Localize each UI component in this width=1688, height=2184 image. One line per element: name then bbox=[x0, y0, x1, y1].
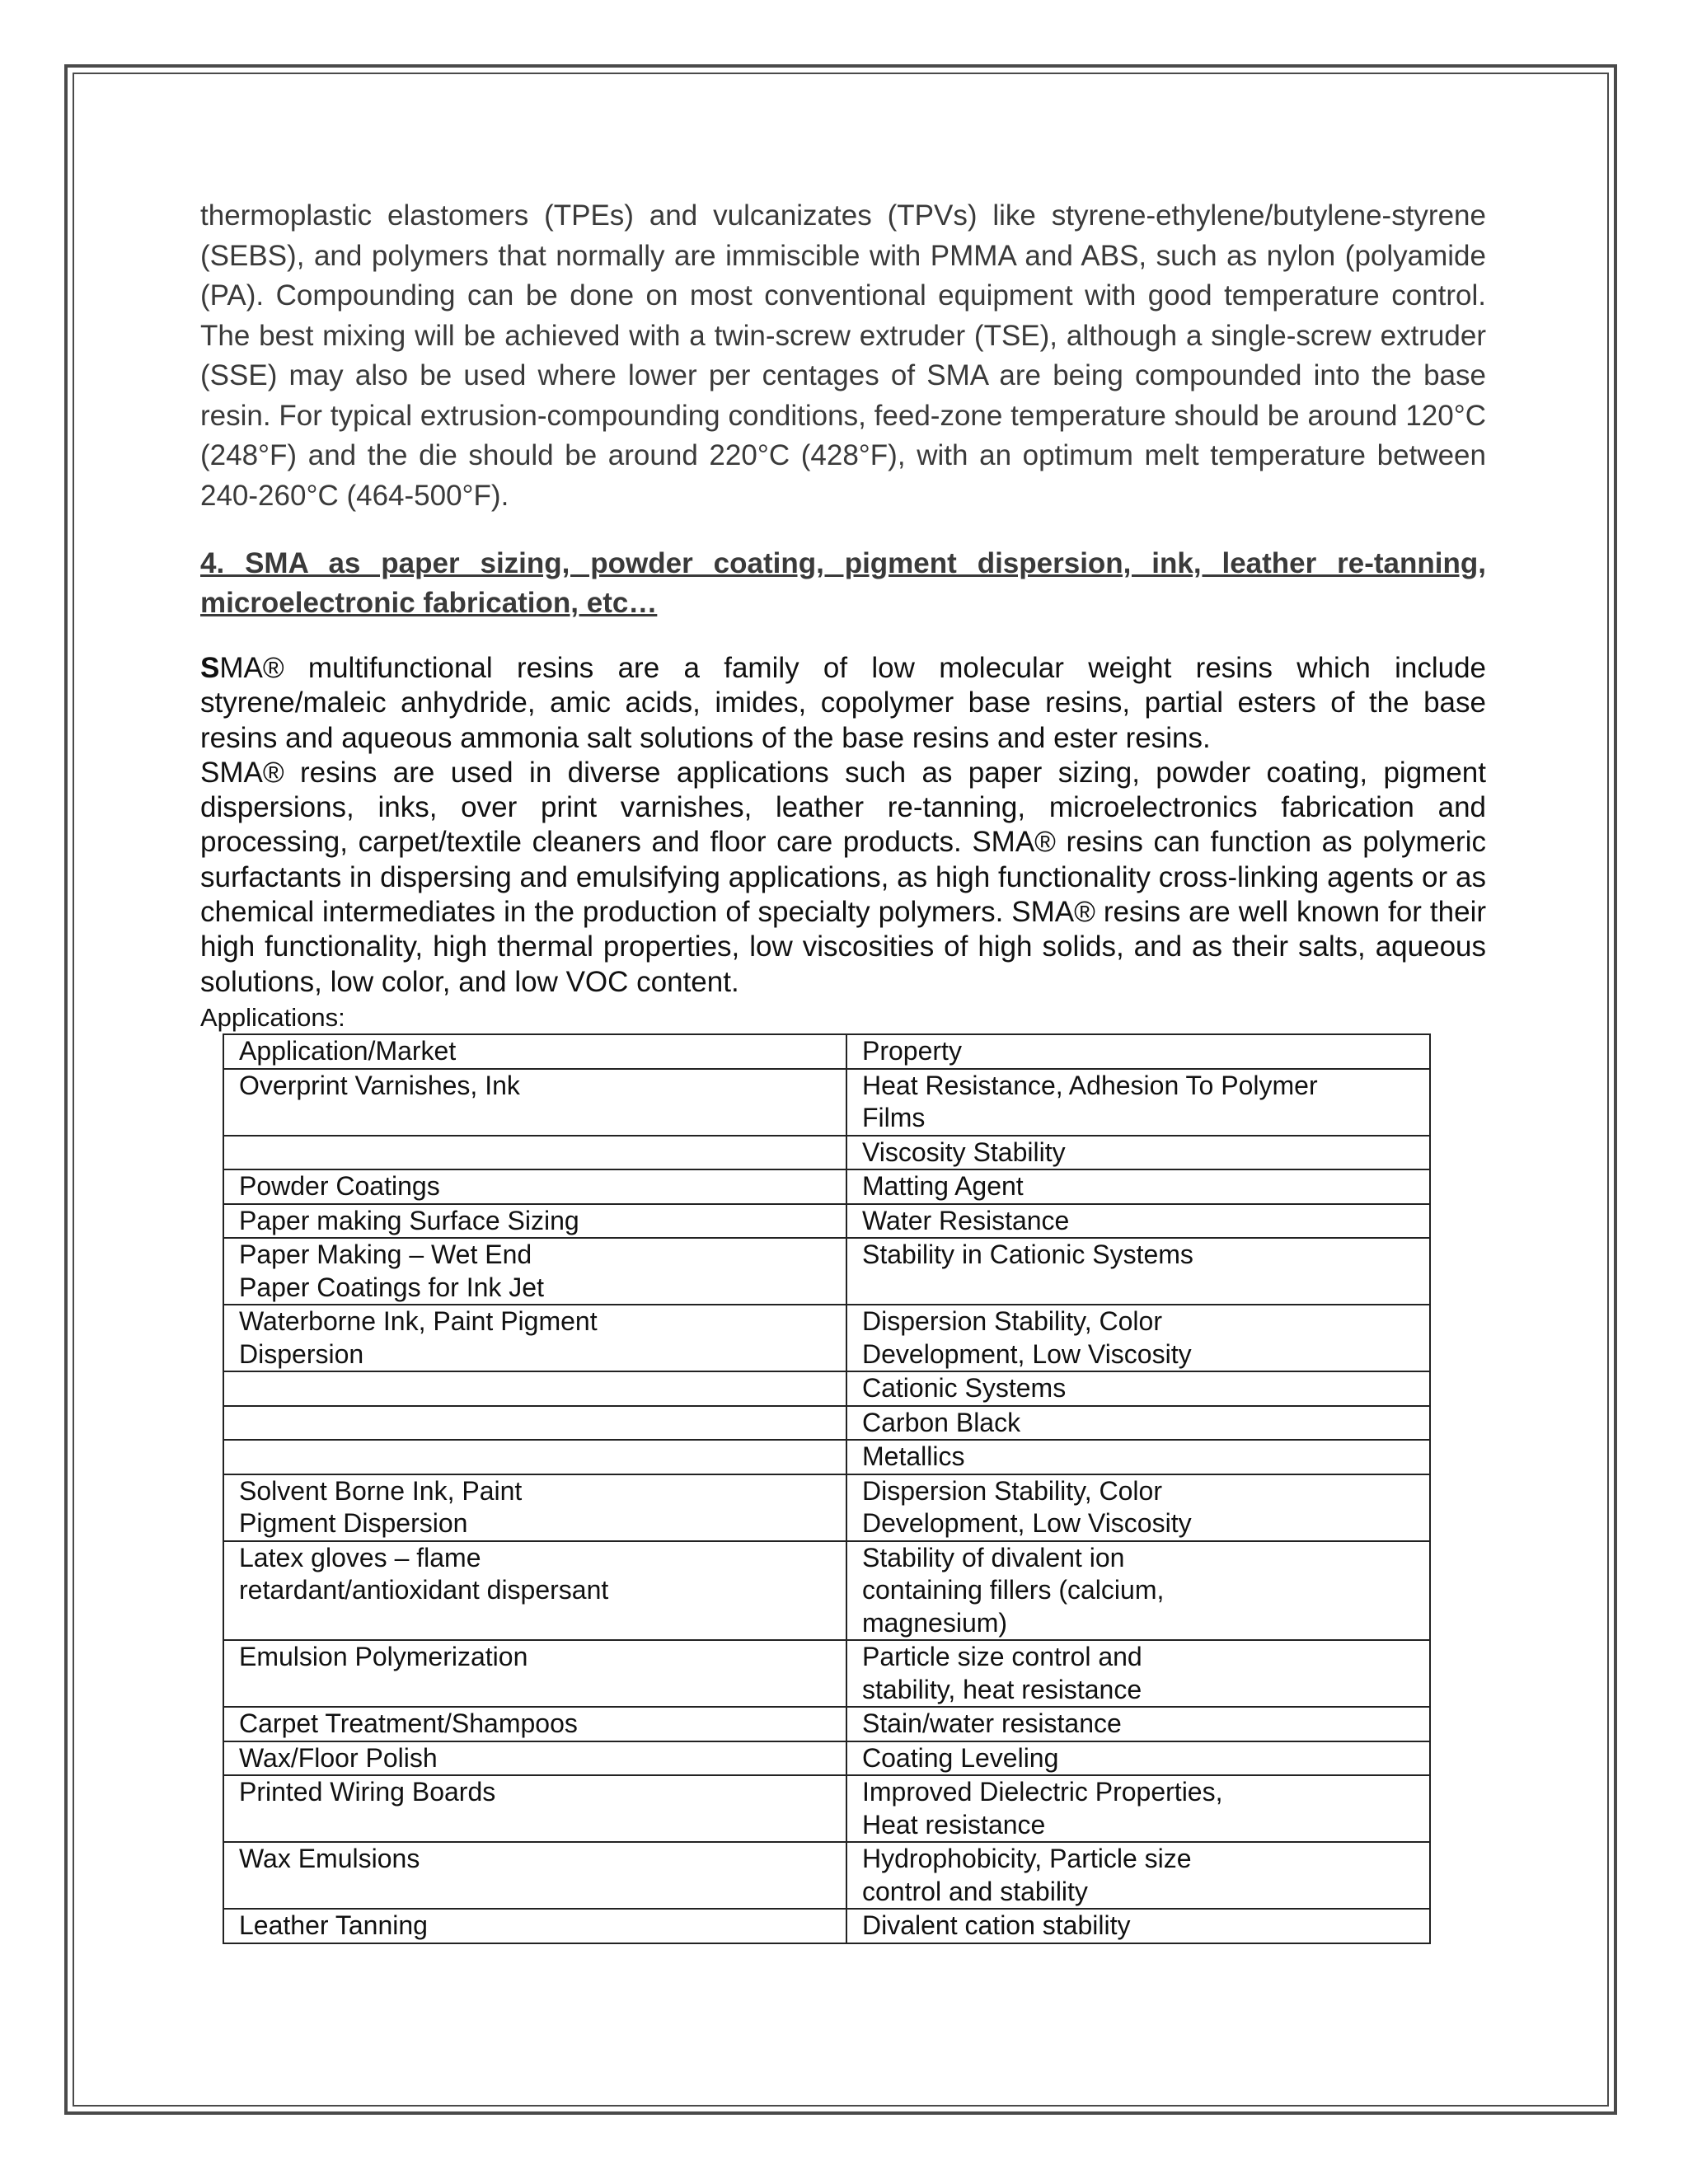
table-row bbox=[223, 1305, 1430, 1371]
table-row bbox=[223, 1371, 1430, 1406]
application-cell bbox=[223, 1842, 846, 1909]
property-cell bbox=[846, 1541, 1430, 1641]
property-cell-line: Particle size control and bbox=[862, 1642, 1142, 1671]
property-cell bbox=[846, 1069, 1430, 1136]
property-cell bbox=[846, 1406, 1430, 1441]
table-row bbox=[223, 1842, 1430, 1909]
application-cell-line bbox=[239, 1407, 831, 1440]
paragraph-sma-applications: SMA® resins are used in diverse applications such as paper sizing, powder coating, pigment dispersions, inks, over print varnishes, leather re-tanning, microelectronics fabrication and processing, carpet/textile cleaners and floor care products. SMA® resins can function as polymeric surfactants in dispersing and emulsifying applications, as high functionality cross-linking agents or as chemical intermediates in the production of specialty polymers. SMA® resins are well known for their high functionality, high thermal properties, low viscosities of high solids, and as their salts, aqueous solutions, low color, and low VOC content. bbox=[200, 756, 1486, 998]
property-cell bbox=[846, 1775, 1430, 1842]
application-cell bbox=[223, 1440, 846, 1474]
application-cell bbox=[223, 1069, 846, 1136]
application-cell-line: Solvent Borne Ink, Paint bbox=[239, 1475, 523, 1506]
property-cell bbox=[846, 1909, 1430, 1943]
application-cell bbox=[223, 1204, 846, 1239]
application-cell bbox=[223, 1305, 846, 1371]
table-header-row bbox=[223, 1034, 1430, 1069]
application-cell-line: Printed Wiring Boards bbox=[239, 1777, 496, 1807]
property-cell bbox=[846, 1136, 1430, 1170]
property-cell-line: Heat Resistance, Adhesion To Polymer bbox=[862, 1070, 1318, 1100]
intro-paragraph: thermoplastic elastomers (TPEs) and vulcanizates (TPVs) like styrene-ethylene/butylene-styrene (SEBS), and polymers that normally are immiscible with PMMA and ABS, such as nylon (polyamide (PA). Compounding can be done on most conventional equipment with good temperature control. The best mixing will be achieved with a twin-screw extruder (TSE), although a single-screw extruder (SSE) may also be used where lower per centages of SMA are being compounded into the base resin. For typical extrusion-compounding conditions, feed-zone temperature should be around 120°C (248°F) and the die should be around 220°C (428°F), with an optimum melt temperature between 240-260°C (464-500°F). bbox=[200, 199, 1486, 512]
property-cell-line: Coating Leveling bbox=[862, 1742, 1059, 1773]
property-cell-line: Divalent cation stability bbox=[862, 1910, 1131, 1940]
property-cell bbox=[846, 1741, 1430, 1776]
application-cell-line: Latex gloves – flame bbox=[239, 1542, 481, 1572]
applications-label: Applications: bbox=[200, 1003, 345, 1032]
property-cell-line: Matting Agent bbox=[862, 1171, 1024, 1201]
property-cell-line: Hydrophobicity, Particle size bbox=[862, 1844, 1192, 1873]
table-row bbox=[223, 1169, 1430, 1204]
table-row bbox=[223, 1474, 1430, 1541]
property-cell bbox=[846, 1305, 1430, 1371]
table-row bbox=[223, 1406, 1430, 1441]
paragraph-sma-family-text: MA® multifunctional resins are a family of low molecular weight resins which include styrene/maleic anhydride, amic acids, imides, copolymer base resins, partial esters of the base resins and aqueous ammonia salt solutions of the base resins and ester resins. bbox=[200, 652, 1486, 754]
application-cell bbox=[223, 1371, 846, 1406]
property-cell-line: Stain/water resistance bbox=[862, 1708, 1122, 1738]
table-row bbox=[223, 1741, 1430, 1776]
application-cell bbox=[223, 1775, 846, 1842]
application-cell-line: Dispersion bbox=[239, 1338, 364, 1369]
application-cell bbox=[223, 1474, 846, 1541]
application-cell bbox=[223, 1909, 846, 1943]
application-cell-line: Emulsion Polymerization bbox=[239, 1642, 528, 1671]
property-cell-line: Carbon Black bbox=[862, 1407, 1021, 1437]
property-cell-line: stability, heat resistance bbox=[862, 1674, 1142, 1704]
paragraph-lead-letter: S bbox=[200, 652, 220, 684]
table-row bbox=[223, 1440, 1430, 1474]
property-cell-line: Heat resistance bbox=[862, 1809, 1046, 1840]
application-cell bbox=[223, 1707, 846, 1741]
property-cell bbox=[846, 1204, 1430, 1239]
application-cell bbox=[223, 1541, 846, 1641]
property-cell-line: Dispersion Stability, Color bbox=[862, 1306, 1162, 1336]
property-cell bbox=[846, 1371, 1430, 1406]
table-row bbox=[223, 1640, 1430, 1707]
table-row bbox=[223, 1775, 1430, 1842]
property-cell-line: magnesium) bbox=[862, 1607, 1008, 1638]
property-cell-line: Water Resistance bbox=[862, 1205, 1070, 1235]
table-row bbox=[223, 1909, 1430, 1943]
body-text bbox=[200, 651, 1486, 1000]
application-cell-line: Paper making Surface Sizing bbox=[239, 1205, 579, 1235]
property-cell-line: Films bbox=[862, 1103, 926, 1132]
property-cell bbox=[846, 1238, 1430, 1305]
application-cell-line: Carpet Treatment/Shampoos bbox=[239, 1708, 578, 1738]
property-cell-line: containing fillers (calcium, bbox=[862, 1575, 1165, 1605]
property-cell bbox=[846, 1169, 1430, 1204]
application-cell-line bbox=[239, 1137, 831, 1169]
application-cell-line bbox=[239, 1441, 831, 1474]
section-heading: 4. SMA as paper sizing, powder coating, pigment dispersion, ink, leather re-tanning, microelectronic fabrication, etc… bbox=[200, 547, 1486, 619]
property-cell bbox=[846, 1842, 1430, 1909]
property-cell-line: Development, Low Viscosity bbox=[862, 1338, 1192, 1369]
application-cell bbox=[223, 1640, 846, 1707]
application-cell-line: Wax Emulsions bbox=[239, 1844, 420, 1873]
application-cell-line: Pigment Dispersion bbox=[239, 1508, 468, 1538]
application-cell-line: Overprint Varnishes, Ink bbox=[239, 1070, 520, 1100]
table-row bbox=[223, 1541, 1430, 1641]
application-cell-line: Waterborne Ink, Paint Pigment bbox=[239, 1306, 598, 1336]
application-cell-line: Paper Coatings for Ink Jet bbox=[239, 1272, 544, 1302]
property-cell-line: Viscosity Stability bbox=[862, 1137, 1066, 1167]
application-cell bbox=[223, 1406, 846, 1441]
property-cell bbox=[846, 1440, 1430, 1474]
applications-table-body bbox=[223, 1034, 1430, 1943]
property-cell bbox=[846, 1640, 1430, 1707]
application-cell-line bbox=[239, 1372, 831, 1405]
table-row bbox=[223, 1707, 1430, 1741]
applications-table bbox=[223, 1033, 1431, 1944]
property-cell-line: Cationic Systems bbox=[862, 1373, 1067, 1403]
property-cell bbox=[846, 1707, 1430, 1741]
header-property: Property bbox=[846, 1034, 1430, 1069]
table-row bbox=[223, 1136, 1430, 1170]
property-cell-line: Stability of divalent ion bbox=[862, 1542, 1125, 1572]
table-row bbox=[223, 1238, 1430, 1305]
application-cell-line: Leather Tanning bbox=[239, 1910, 428, 1940]
property-cell-line: Metallics bbox=[862, 1441, 965, 1471]
application-cell bbox=[223, 1741, 846, 1776]
table-row bbox=[223, 1069, 1430, 1136]
header-application: Application/Market bbox=[223, 1034, 846, 1069]
application-cell bbox=[223, 1169, 846, 1204]
application-cell bbox=[223, 1136, 846, 1170]
paragraph-sma-family bbox=[200, 651, 1486, 756]
application-cell bbox=[223, 1238, 846, 1305]
property-cell-line: Improved Dielectric Properties, bbox=[862, 1777, 1223, 1807]
application-cell-line: Paper Making – Wet End bbox=[239, 1240, 532, 1269]
application-cell-line: Wax/Floor Polish bbox=[239, 1742, 438, 1773]
property-cell bbox=[846, 1474, 1430, 1541]
property-cell-line: Dispersion Stability, Color bbox=[862, 1475, 1162, 1506]
application-cell-line: retardant/antioxidant dispersant bbox=[239, 1575, 609, 1605]
property-cell-line: Development, Low Viscosity bbox=[862, 1508, 1192, 1538]
property-cell-line: control and stability bbox=[862, 1876, 1088, 1906]
property-cell-line: Stability in Cationic Systems bbox=[862, 1240, 1193, 1269]
application-cell-line: Powder Coatings bbox=[239, 1171, 440, 1201]
table-row bbox=[223, 1204, 1430, 1239]
